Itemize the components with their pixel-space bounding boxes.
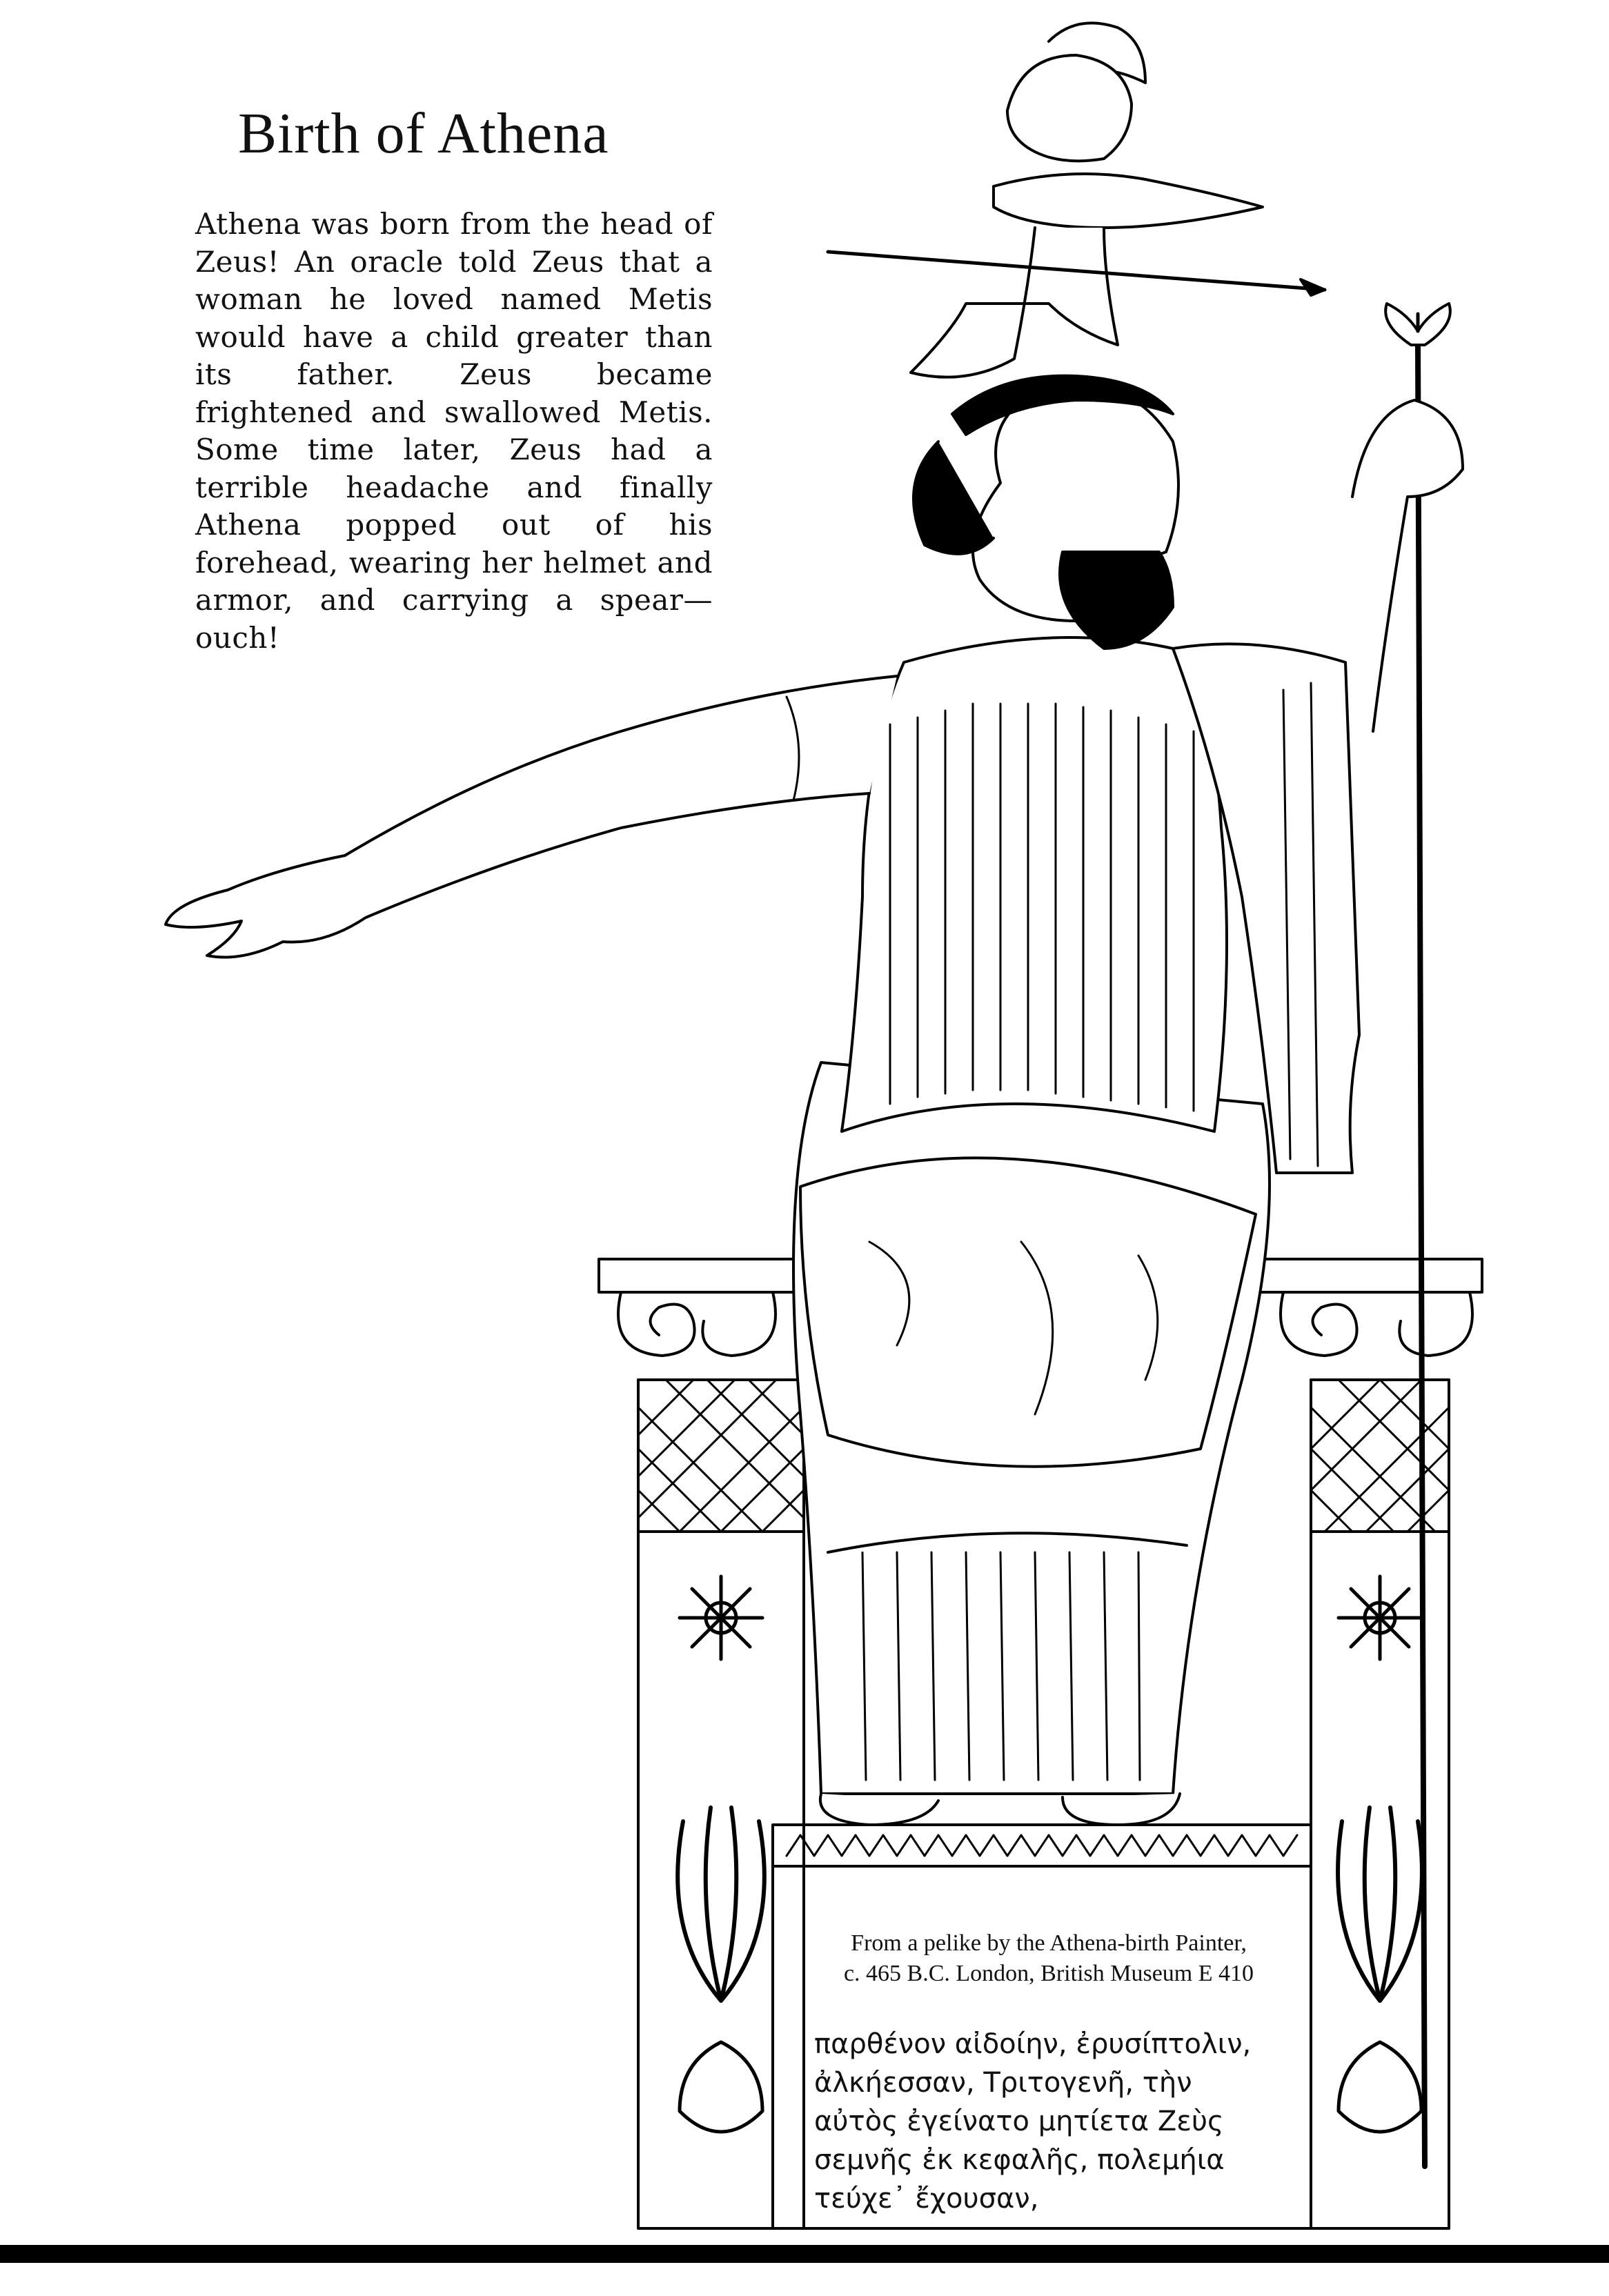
- greek-verse-line: τεύχε᾽ ἔχουσαν,: [814, 2183, 1039, 2215]
- athena-figure: [828, 23, 1325, 377]
- caption-line-1: From a pelike by the Athena-birth Painter,: [851, 1930, 1247, 1956]
- greek-verse: [814, 2025, 1297, 2218]
- greek-verse-line: σεμνῆς ἐκ κεφαλῆς, πολεμήια: [814, 2144, 1225, 2176]
- caption-line-2: c. 465 B.C. London, British Museum E 410: [843, 1961, 1254, 1986]
- greek-verse-line: παρθένον αἰδοίην, ἐρυσίπτολιν,: [814, 2028, 1252, 2060]
- page-title: Birth of Athena: [238, 101, 609, 166]
- greek-verse-line: ἀλκήεσσαν, Τριτογενῆ, τὴν: [814, 2067, 1192, 2099]
- page-bottom-border: [0, 2245, 1609, 2263]
- illustration-caption: [807, 1928, 1290, 1989]
- story-paragraph: Athena was born from the head of Zeus! An oracle told Zeus that a woman he loved named Metis would have a child greater than its father. Zeus became frightened and swallowed Metis. Some time later, Zeus had a terrible headache and finally Athena popped out of his forehead, wearing her helmet and armor, and carrying a spear—ouch!: [195, 207, 713, 655]
- greek-verse-line: αὐτὸς ἐγείνατο μητίετα Ζεὺς: [814, 2106, 1224, 2137]
